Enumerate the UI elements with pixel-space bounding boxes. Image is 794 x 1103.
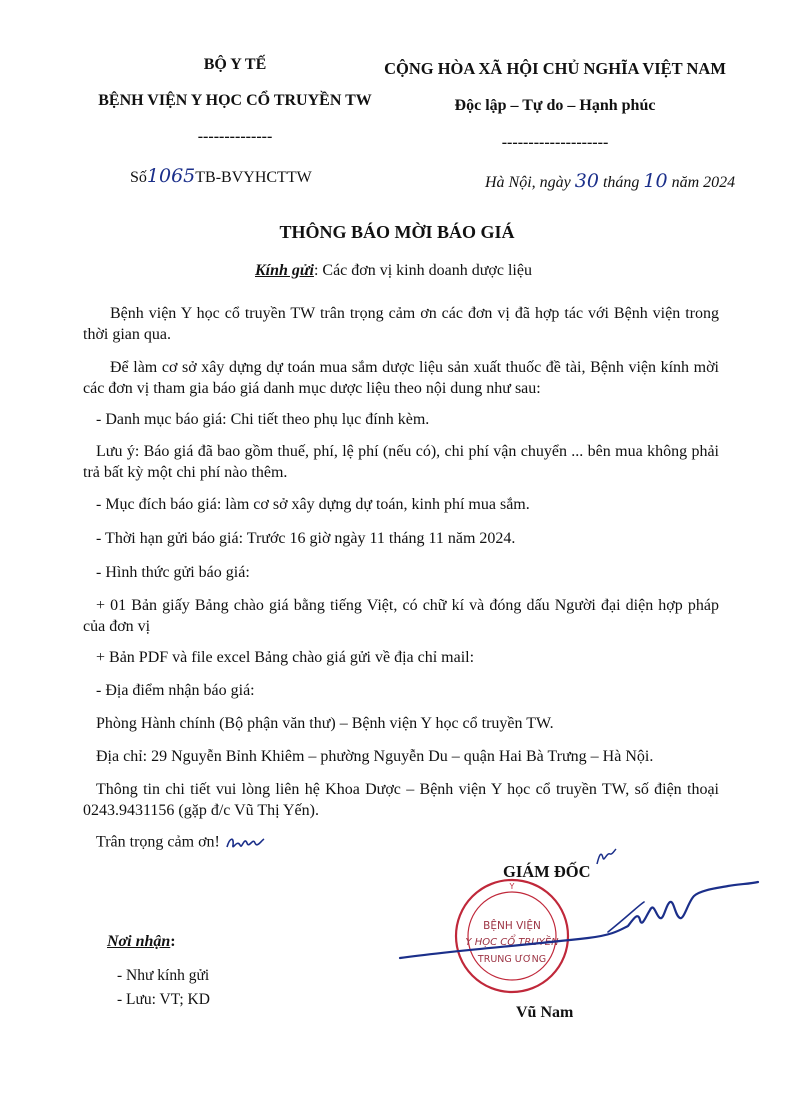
recipients-label: Nơi nhận [107, 933, 171, 950]
paragraph-paper-copy: + 01 Bản giấy Bảng chào giá bằng tiếng Việt, có chữ kí và đóng dấu Người đại diện hợp pháp của đơn vị [83, 597, 719, 635]
paragraph-deadline: - Thời hạn gửi báo giá: Trước 16 giờ ngày 11 tháng 11 năm 2024. [96, 530, 516, 547]
doc-number-suffix: TB-BVYHCTTW [195, 169, 312, 186]
signer-name: Vũ Nam [516, 1004, 574, 1021]
svg-text:Y: Y [509, 882, 515, 891]
date-month-handwritten: 10 [643, 170, 668, 192]
country-name: CỘNG HÒA XÃ HỘI CHỦ NGHĨA VIỆT NAM [384, 59, 726, 78]
closing-line [96, 831, 268, 855]
motto: Độc lập – Tự do – Hạnh phúc [454, 97, 656, 114]
paragraph-location: - Địa điểm nhận báo giá: [96, 682, 255, 699]
document-title: THÔNG BÁO MỜI BÁO GIÁ [279, 222, 515, 242]
date-prefix: Hà Nội, ngày [485, 174, 571, 191]
closing-text: Trân trọng cảm ơn! [96, 833, 220, 851]
paragraph-intro: Bệnh viện Y học cổ truyền TW trân trọng cảm ơn các đơn vị đã hợp tác với Bệnh viện trong thời gian qua. [83, 305, 719, 343]
paragraph-address: Địa chỉ: 29 Nguyễn Bỉnh Khiêm – phường Nguyễn Du – quận Hai Bà Trưng – Hà Nội. [96, 748, 654, 765]
paragraph-format: - Hình thức gửi báo giá: [96, 564, 250, 581]
doc-number-handwritten: 1065 [146, 165, 196, 187]
left-divider: -------------- [197, 128, 273, 145]
document-number [130, 165, 312, 187]
date-year-label: năm 2024 [671, 174, 736, 191]
paragraph-catalog: - Danh mục báo giá: Chi tiết theo phụ lục đính kèm. [96, 411, 430, 428]
paragraph-office: Phòng Hành chính (Bộ phận văn thư) – Bệnh viện Y học cổ truyền TW. [96, 715, 554, 732]
recipients-heading [107, 933, 176, 951]
signer-title: GIÁM ĐỐC [503, 862, 591, 881]
recipient-item-1: - Như kính gửi [117, 967, 210, 984]
initials-mark [224, 831, 268, 855]
stamp-line-2: Y HỌC CỔ TRUYỀN [465, 937, 559, 948]
paragraph-note: Lưu ý: Báo giá đã bao gồm thuế, phí, lệ phí (nếu có), chi phí vận chuyển ... bên mua không phải trả bất kỳ một chi phí nào thêm. [83, 443, 719, 481]
paragraph-contact: Thông tin chi tiết vui lòng liên hệ Khoa Dược – Bệnh viện Y học cổ truyền TW, số điện thoại 0243.9431156 (gặp đ/c Vũ Thị Yến). [83, 781, 719, 819]
hospital-name: BỆNH VIỆN Y HỌC CỔ TRUYỀN TW [98, 92, 372, 109]
paragraph-objective: - Mục đích báo giá: làm cơ sở xây dựng dự toán, kinh phí mua sắm. [96, 496, 530, 513]
paragraph-purpose: Để làm cơ sở xây dựng dự toán mua sắm dược liệu sản xuất thuốc đề tài, Bệnh viện kính mời các đơn vị tham gia báo giá danh mục dược liệu theo nội dung như sau: [83, 359, 719, 397]
recipient-item-2: - Lưu: VT; KD [117, 991, 210, 1008]
stamp-line-1: BỆNH VIỆN [483, 920, 541, 932]
date-day-handwritten: 30 [574, 170, 599, 192]
date-line [485, 170, 735, 192]
doc-number-prefix: Số [130, 169, 147, 186]
title-initials-mark [594, 846, 618, 868]
paragraph-electronic-copy: + Bản PDF và file excel Bảng chào giá gửi về địa chỉ mail: [96, 649, 475, 666]
recipients-colon: : [170, 933, 176, 950]
date-month-label: tháng [602, 174, 640, 191]
recipient-text: : Các đơn vị kinh doanh dược liệu [313, 262, 532, 279]
recipient-line [255, 262, 532, 280]
stamp-line-3: TRUNG ƯƠNG [477, 954, 547, 965]
right-divider: -------------------- [501, 134, 609, 151]
recipient-label: Kính gửi [255, 262, 314, 279]
ministry-name: BỘ Y TẾ [203, 56, 267, 73]
director-signature [398, 872, 768, 972]
